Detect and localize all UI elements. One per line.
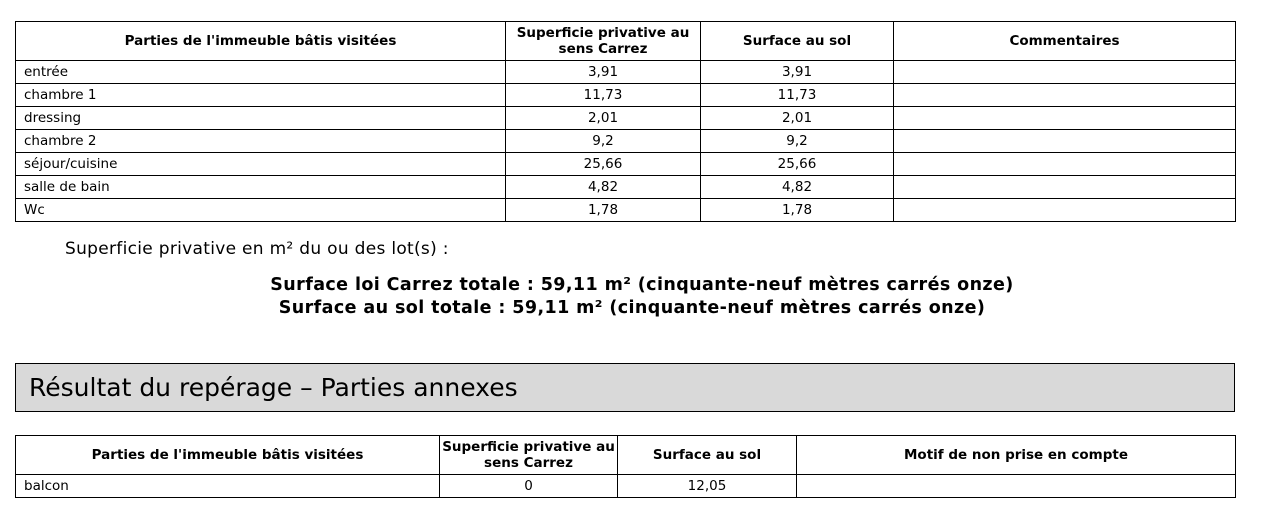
room-name: balcon bbox=[16, 475, 440, 498]
carrez-value: 3,91 bbox=[506, 61, 701, 84]
header-commentaires: Commentaires bbox=[894, 22, 1236, 61]
comment-cell bbox=[894, 153, 1236, 176]
annex-section-header bbox=[15, 363, 1235, 412]
total-carrez: Surface loi Carrez totale : 59,11 m² (cinquante-neuf mètres carrés onze) bbox=[270, 275, 1014, 295]
annex-surface-table bbox=[15, 435, 1236, 498]
header-carrez: Superficie privative au sens Carrez bbox=[440, 436, 618, 475]
room-name: chambre 2 bbox=[16, 130, 506, 153]
room-name: dressing bbox=[16, 107, 506, 130]
carrez-value: 9,2 bbox=[506, 130, 701, 153]
sol-value: 12,05 bbox=[618, 475, 797, 498]
sol-value: 9,2 bbox=[701, 130, 894, 153]
table-row bbox=[16, 475, 1236, 498]
comment-cell bbox=[894, 176, 1236, 199]
table-row bbox=[16, 84, 1236, 107]
carrez-value: 11,73 bbox=[506, 84, 701, 107]
comment-cell bbox=[894, 199, 1236, 222]
motif-cell bbox=[797, 475, 1236, 498]
table-header-row bbox=[16, 436, 1236, 475]
header-surface-sol: Surface au sol bbox=[618, 436, 797, 475]
room-name: entrée bbox=[16, 61, 506, 84]
sol-value: 25,66 bbox=[701, 153, 894, 176]
section-title: Résultat du repérage – Parties annexes bbox=[29, 373, 518, 402]
table-row bbox=[16, 61, 1236, 84]
sol-value: 4,82 bbox=[701, 176, 894, 199]
comment-cell bbox=[894, 130, 1236, 153]
comment-cell bbox=[894, 84, 1236, 107]
room-name: salle de bain bbox=[16, 176, 506, 199]
table-row bbox=[16, 153, 1236, 176]
sol-value: 3,91 bbox=[701, 61, 894, 84]
table-header-row bbox=[16, 22, 1236, 61]
header-surface-sol: Surface au sol bbox=[701, 22, 894, 61]
total-surface-sol: Surface au sol totale : 59,11 m² (cinquante-neuf mètres carrés onze) bbox=[278, 298, 986, 318]
sol-value: 1,78 bbox=[701, 199, 894, 222]
header-parties: Parties de l'immeuble bâtis visitées bbox=[16, 22, 506, 61]
comment-cell bbox=[894, 61, 1236, 84]
room-name: Wc bbox=[16, 199, 506, 222]
carrez-value: 4,82 bbox=[506, 176, 701, 199]
room-name: chambre 1 bbox=[16, 84, 506, 107]
surface-label: Superficie privative en m² du ou des lot(s) : bbox=[65, 239, 449, 259]
sol-value: 11,73 bbox=[701, 84, 894, 107]
carrez-value: 2,01 bbox=[506, 107, 701, 130]
header-motif: Motif de non prise en compte bbox=[797, 436, 1236, 475]
carrez-value: 1,78 bbox=[506, 199, 701, 222]
carrez-value: 25,66 bbox=[506, 153, 701, 176]
header-carrez: Superficie privative au sens Carrez bbox=[506, 22, 701, 61]
table-row bbox=[16, 199, 1236, 222]
table-row bbox=[16, 176, 1236, 199]
carrez-value: 0 bbox=[440, 475, 618, 498]
header-parties: Parties de l'immeuble bâtis visitées bbox=[16, 436, 440, 475]
sol-value: 2,01 bbox=[701, 107, 894, 130]
table-row bbox=[16, 130, 1236, 153]
table-row bbox=[16, 107, 1236, 130]
room-name: séjour/cuisine bbox=[16, 153, 506, 176]
comment-cell bbox=[894, 107, 1236, 130]
main-surface-table bbox=[15, 21, 1236, 222]
